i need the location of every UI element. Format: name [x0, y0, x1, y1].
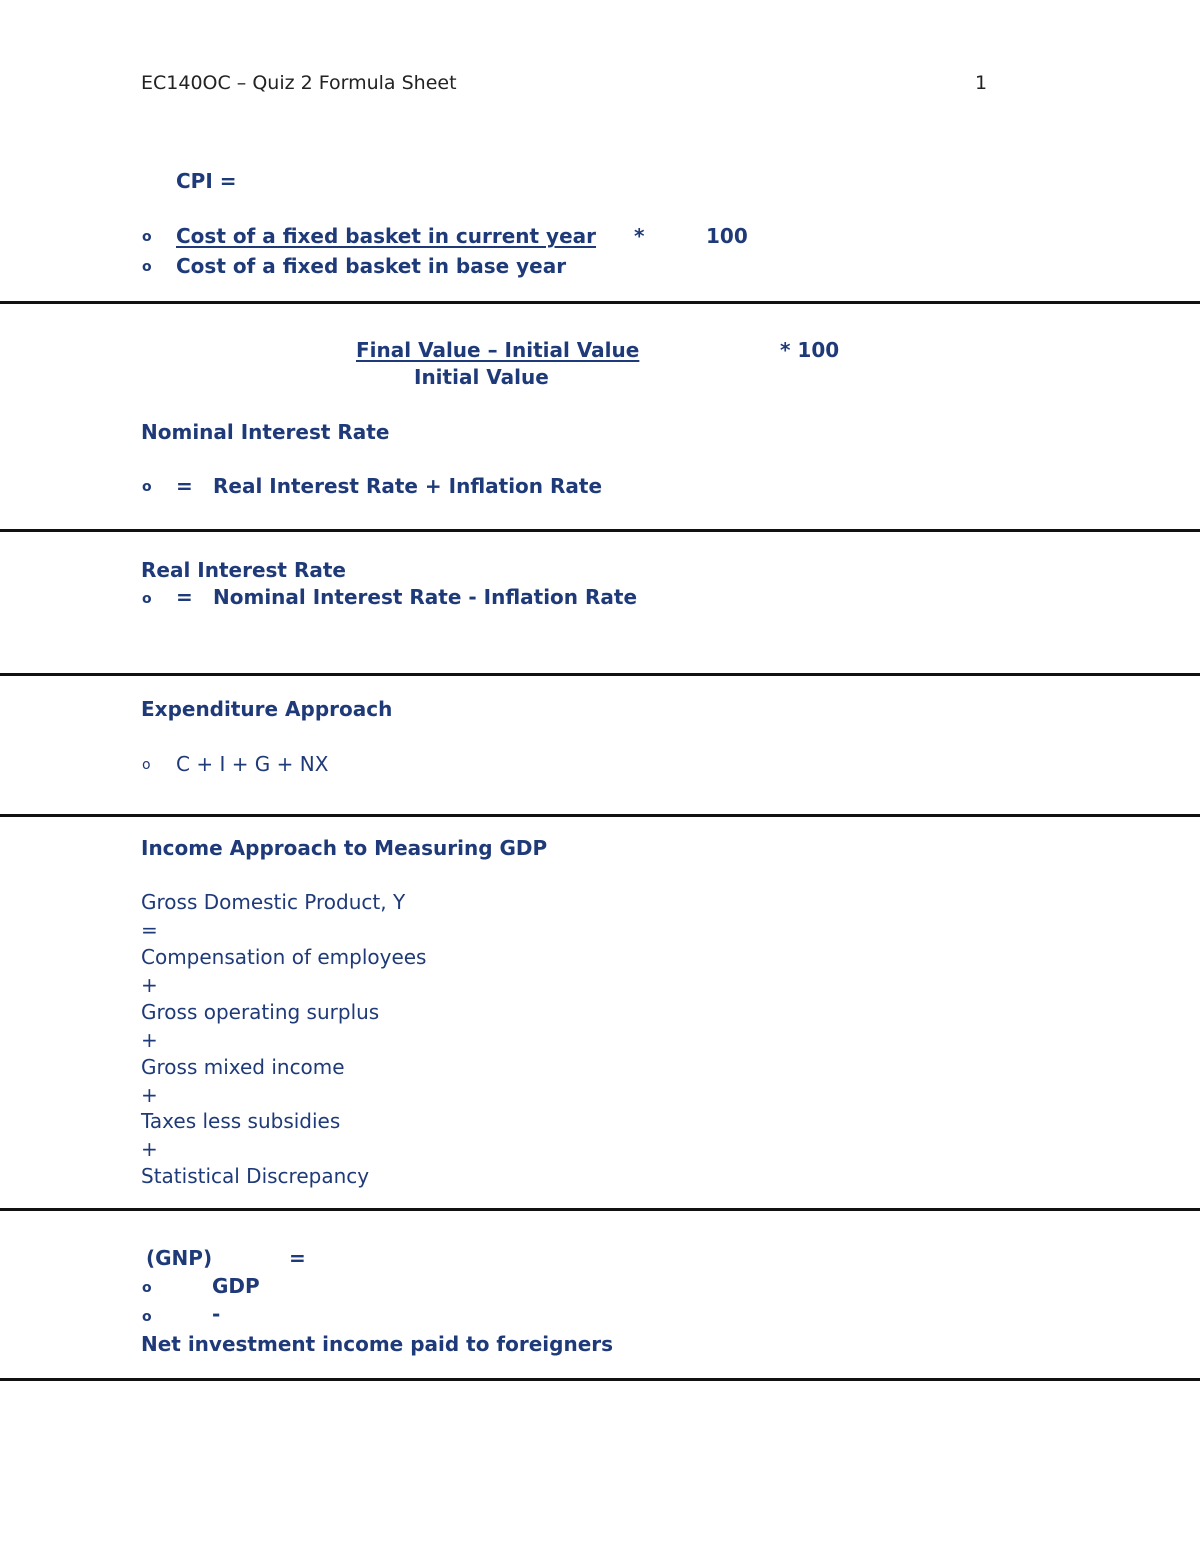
expenditure-title: Expenditure Approach [141, 697, 393, 721]
section-divider [0, 673, 1200, 676]
section-divider [0, 1208, 1200, 1211]
income-line: + [141, 1028, 158, 1052]
income-line: + [141, 1083, 158, 1107]
real-rate-title: Real Interest Rate [141, 558, 346, 582]
cpi-times: * [634, 224, 645, 248]
page-number: 1 [975, 72, 988, 94]
gnp-item-gdp: GDP [212, 1274, 260, 1298]
nominal-rate-title: Nominal Interest Rate [141, 420, 390, 444]
real-rate-formula: Nominal Interest Rate - Inflation Rate [213, 585, 638, 609]
income-line: + [141, 1137, 158, 1161]
percent-change-multiplier: * 100 [780, 338, 840, 362]
section-divider [0, 301, 1200, 304]
cpi-numerator: Cost of a fixed basket in current year [176, 224, 597, 248]
nominal-rate-equals: = [176, 474, 193, 498]
document-title: EC140OC – Quiz 2 Formula Sheet [141, 72, 457, 94]
bullet-icon: o [142, 1309, 152, 1325]
income-title: Income Approach to Measuring GDP [141, 836, 548, 860]
bullet-icon: o [142, 229, 152, 245]
bullet-icon: o [142, 1280, 152, 1296]
bullet-icon: o [142, 479, 152, 495]
income-line: Statistical Discrepancy [141, 1164, 370, 1188]
section-divider [0, 814, 1200, 817]
gnp-equals: = [289, 1246, 306, 1270]
percent-change-denominator: Initial Value [414, 365, 549, 389]
income-line: Gross mixed income [141, 1055, 345, 1079]
percent-change-numerator: Final Value – Initial Value [356, 338, 640, 362]
section-divider [0, 529, 1200, 532]
nominal-rate-formula: Real Interest Rate + Inflation Rate [213, 474, 603, 498]
gnp-final-line: Net investment income paid to foreigners [141, 1332, 614, 1356]
cpi-factor: 100 [706, 224, 748, 248]
cpi-label: CPI = [176, 169, 237, 193]
income-line: Compensation of employees [141, 945, 427, 969]
cpi-denominator: Cost of a fixed basket in base year [176, 254, 567, 278]
income-line: Taxes less subsidies [141, 1109, 341, 1133]
bullet-icon: o [142, 757, 151, 773]
income-line: Gross operating surplus [141, 1000, 380, 1024]
income-line: = [141, 918, 158, 942]
real-rate-equals: = [176, 585, 193, 609]
income-line: + [141, 973, 158, 997]
bullet-icon: o [142, 591, 152, 607]
income-line: Gross Domestic Product, Y [141, 890, 406, 914]
bullet-icon: o [142, 259, 152, 275]
gnp-item-minus: - [212, 1302, 221, 1326]
gnp-label: (GNP) [146, 1246, 213, 1270]
expenditure-formula: C + I + G + NX [176, 752, 329, 776]
section-divider [0, 1378, 1200, 1381]
